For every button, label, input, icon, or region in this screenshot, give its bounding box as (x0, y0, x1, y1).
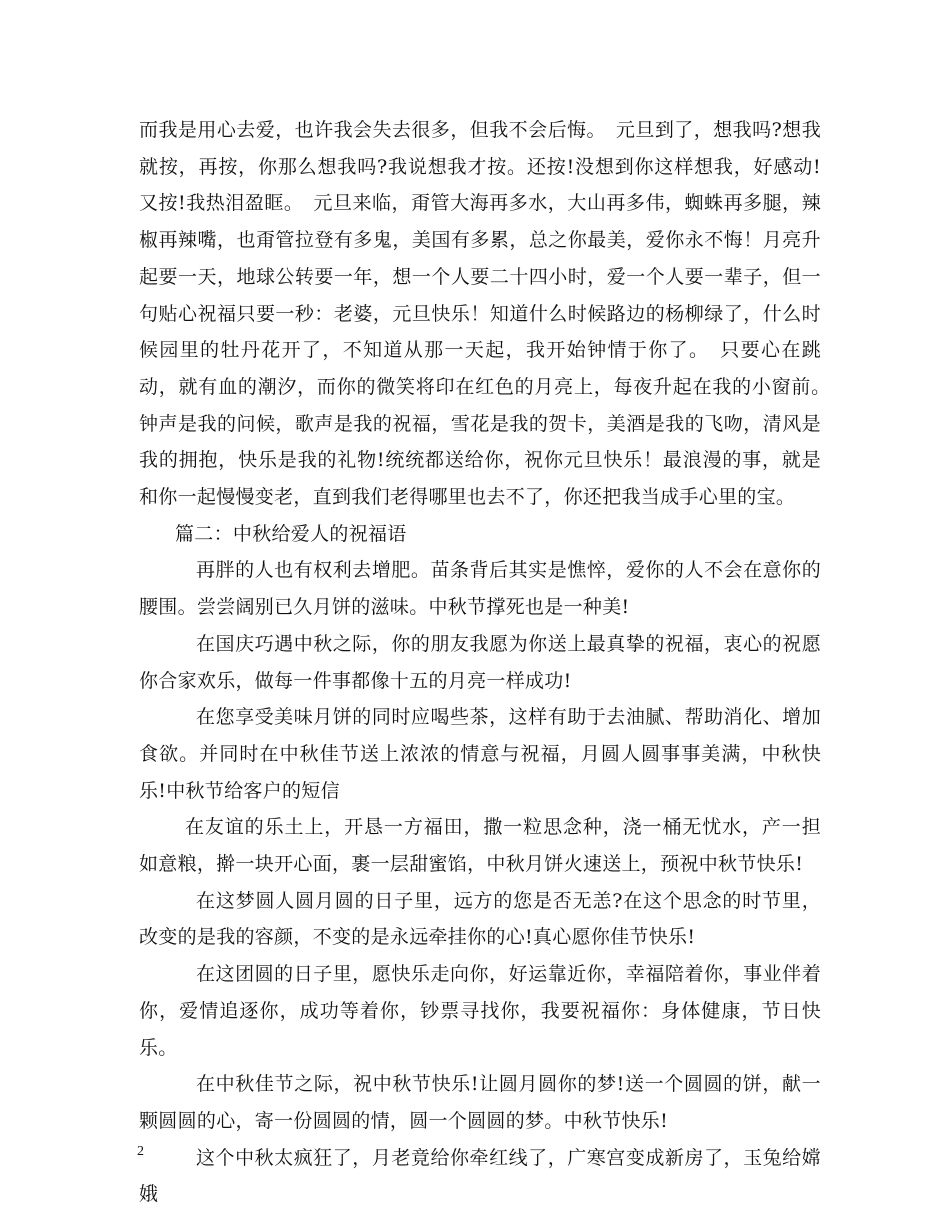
document-body (139, 112, 841, 1213)
paragraph-wish-7: 在中秋佳节之际，祝中秋节快乐!让圆月圆你的梦!送一个圆圆的饼，献一颗圆圆的心，寄一份圆圆的情，圆一个圆圆的梦。中秋节快乐! (139, 1073, 821, 1132)
section-heading: 篇二：中秋给爱人的祝福语 (175, 522, 407, 545)
paragraph-new-year-wishes: 而我是用心去爱，也许我会失去很多，但我不会后悔。 元旦到了，想我吗?想我就按，再按，你那么想我吗?我说想我才按。还按!没想到你这样想我，好感动!又按!我热泪盈眶。 元旦来临，甭管大海再多水，大山再多伟，蜘蛛再多腿，辣椒再辣嘴，也甭管拉登有多鬼，美国有多累，总之你最美，爱你永不悔！月亮升起要一天，地球公转要一年，想一个人要二十四小时，爱一个人要一辈子，但一句贴心祝福只要一秒：老婆，元旦快乐！知道什么时候路边的杨柳绿了，什么时候园里的牡丹花开了，不知道从那一天起，我开始钟情于你了。 只要心在跳动，就有血的潮汐，而你的微笑将印在红色的月亮上，每夜升起在我的小窗前。 钟声是我的问候，歌声是我的祝福，雪花是我的贺卡，美酒是我的飞吻，清风是我的拥抱，快乐是我的礼物!统统都送给你，祝你元旦快乐！最浪漫的事，就是和你一起慢慢变老，直到我们老得哪里也去不了，你还把我当成手心里的宝。 (139, 119, 841, 509)
paragraph-wish-1: 再胖的人也有权利去增肥。苗条背后其实是憔悴，爱你的人不会在意你的腰围。尝尝阔别已久月饼的滋味。中秋节撑死也是一种美! (139, 559, 821, 619)
paragraph-wish-5: 在这梦圆人圆月圆的日子里，远方的您是否无恙?在这个思念的时节里，改变的是我的容颜，不变的是永远牵挂你的心!真心愿你佳节快乐! (139, 889, 821, 949)
page-number: 2 (137, 1144, 144, 1159)
paragraph-wish-2: 在国庆巧遇中秋之际，你的朋友我愿为你送上最真挚的祝福，衷心的祝愿你合家欢乐，做每一件事都像十五的月亮一样成功! (139, 632, 821, 692)
paragraph-wish-8: 这个中秋太疯狂了，月老竟给你牵红线了，广寒宫变成新房了，玉兔给嫦娥 (139, 1146, 821, 1206)
paragraph-wish-3: 在您享受美味月饼的同时应喝些茶，这样有助于去油腻、帮助消化、增加食欲。并同时在中秋佳节送上浓浓的情意与祝福，月圆人圆事事美满，中秋快乐!中秋节给客户的短信 (139, 706, 821, 802)
paragraph-wish-6: 在这团圆的日子里，愿快乐走向你，好运靠近你，幸福陪着你，事业伴着你，爱情追逐你，成功等着你，钞票寻找你，我要祝福你：身体健康，节日快乐。 (139, 963, 821, 1059)
paragraph-wish-4: 在友谊的乐土上，开恳一方福田，撒一粒思念种，浇一桶无忧水，产一担如意粮，擀一块开心面，裹一层甜蜜馅，中秋月饼火速送上，预祝中秋节快乐! (139, 816, 821, 876)
